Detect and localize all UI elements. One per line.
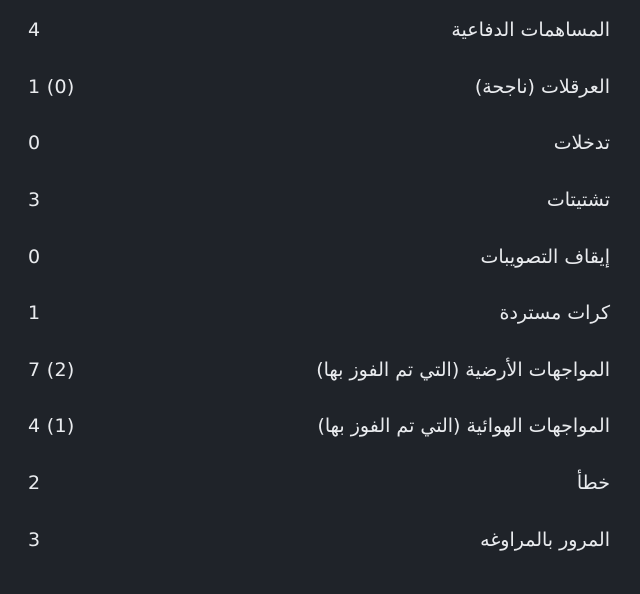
stat-row-blocked-shots bbox=[0, 228, 640, 285]
stat-label: خطأ bbox=[576, 472, 610, 495]
stat-row-defensive-contributions bbox=[0, 2, 640, 59]
stat-label: المواجهات الهوائية (التي تم الفوز بها) bbox=[317, 415, 610, 438]
stat-label: العرقلات (ناجحة) bbox=[474, 75, 610, 98]
stat-value: 2 bbox=[28, 472, 41, 495]
stat-label: تدخلات bbox=[553, 132, 610, 155]
stat-row-aerial-duels bbox=[0, 398, 640, 455]
stat-label: المساهمات الدفاعية bbox=[451, 19, 610, 42]
stat-label: المواجهات الأرضية (التي تم الفوز بها) bbox=[316, 358, 610, 381]
stat-row-tackles bbox=[0, 59, 640, 116]
stat-label: إيقاف التصويبات bbox=[480, 245, 610, 268]
stat-row-clearances bbox=[0, 172, 640, 229]
stat-row-recoveries bbox=[0, 285, 640, 342]
stat-row-fouls bbox=[0, 455, 640, 512]
stat-value: 3 bbox=[28, 528, 41, 551]
stat-row-interceptions bbox=[0, 115, 640, 172]
stat-row-dribbled-past bbox=[0, 511, 640, 568]
stat-label: كرات مستردة bbox=[499, 302, 610, 325]
stat-row-ground-duels bbox=[0, 342, 640, 399]
stat-value: 1 (0) bbox=[28, 75, 75, 98]
stat-label: المرور بالمراوغه bbox=[480, 528, 610, 551]
stat-value: 3 bbox=[28, 189, 41, 212]
stat-label: تشتيتات bbox=[546, 189, 610, 212]
stat-value: 1 bbox=[28, 302, 41, 325]
stat-value: 4 (1) bbox=[28, 415, 75, 438]
stat-value: 7 (2) bbox=[28, 358, 75, 381]
stat-value: 0 bbox=[28, 245, 41, 268]
stat-value: 4 bbox=[28, 19, 41, 42]
stat-value: 0 bbox=[28, 132, 41, 155]
